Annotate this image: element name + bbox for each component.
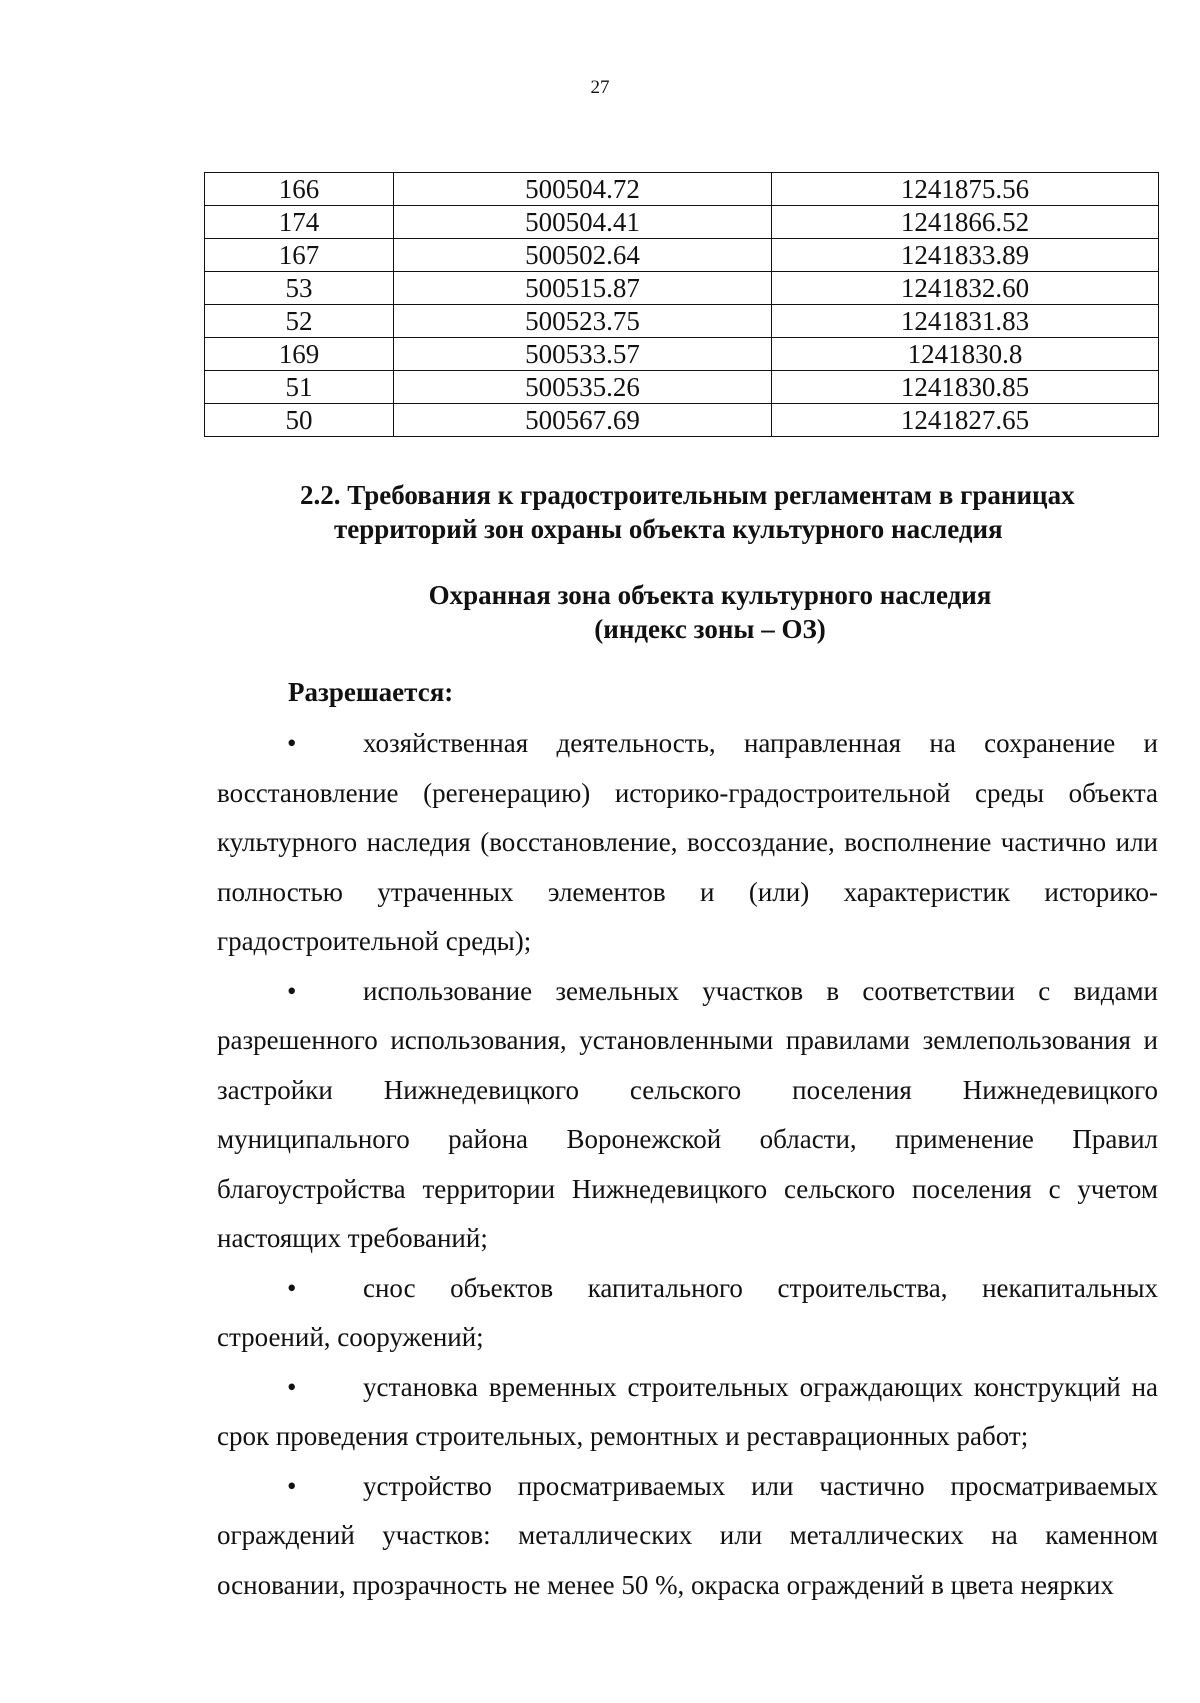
x-coordinate-cell: 500515.87 <box>394 272 772 305</box>
point-number-cell: 174 <box>205 206 394 239</box>
y-coordinate-cell: 1241875.56 <box>772 173 1159 206</box>
point-number-cell: 52 <box>205 305 394 338</box>
allowed-list <box>217 719 1158 1610</box>
list-item <box>217 1363 1158 1462</box>
list-item <box>217 719 1158 967</box>
x-coordinate-cell: 500535.26 <box>394 371 772 404</box>
zone-title-line-1: Охранная зона объекта культурного наследия <box>428 580 992 610</box>
section-heading <box>300 478 1160 546</box>
bullet-icon: • <box>287 1272 297 1303</box>
bullet-icon: • <box>287 1371 297 1402</box>
x-coordinate-cell: 500504.41 <box>394 206 772 239</box>
list-item-text: использование земельных участков в соответствии с видами разрешенного использования, установленными правилами землепользования и застройки Нижнедевицкого сельского поселения Нижнедевицкого муниципального района Воронежской области, применение Правил благоустройства территории Нижнедевицкого сельского поселения с учетом настоящих требований; <box>217 975 1158 1253</box>
point-number-cell: 167 <box>205 239 394 272</box>
coordinates-table <box>204 172 1159 437</box>
list-item-text: установка временных строительных ограждающих конструкций на срок проведения строительных, ремонтных и реставрационных работ; <box>217 1371 1158 1451</box>
x-coordinate-cell: 500504.72 <box>394 173 772 206</box>
allowed-label: Разрешается: <box>288 677 454 707</box>
y-coordinate-cell: 1241866.52 <box>772 206 1159 239</box>
list-item <box>217 967 1158 1264</box>
list-item-text: устройство просматриваемых или частично просматриваемых ограждений участков: металлических или металлических на каменном основании, прозрачность не менее 50 %, окраска ограждений в цвета неярких <box>217 1470 1158 1600</box>
y-coordinate-cell: 1241827.65 <box>772 404 1159 437</box>
bullet-icon: • <box>287 728 297 758</box>
y-coordinate-cell: 1241830.8 <box>772 338 1159 371</box>
table-row <box>205 371 1159 404</box>
list-item <box>217 1462 1158 1611</box>
y-coordinate-cell: 1241830.85 <box>772 371 1159 404</box>
point-number-cell: 50 <box>205 404 394 437</box>
list-item <box>217 1264 1158 1363</box>
section-heading-line-1: 2.2. Требования к градостроительным регламентам в границах <box>300 480 1075 510</box>
table-row <box>205 239 1159 272</box>
point-number-cell: 169 <box>205 338 394 371</box>
point-number-cell: 166 <box>205 173 394 206</box>
point-number-cell: 51 <box>205 371 394 404</box>
table-row <box>205 305 1159 338</box>
bullet-icon: • <box>287 1470 297 1501</box>
y-coordinate-cell: 1241831.83 <box>772 305 1159 338</box>
point-number-cell: 53 <box>205 272 394 305</box>
x-coordinate-cell: 500502.64 <box>394 239 772 272</box>
list-item-text: снос объектов капитального строительства, некапитальных строений, сооружений; <box>217 1272 1158 1352</box>
x-coordinate-cell: 500567.69 <box>394 404 772 437</box>
x-coordinate-cell: 500523.75 <box>394 305 772 338</box>
table-row <box>205 272 1159 305</box>
table-row <box>205 404 1159 437</box>
table-row <box>205 173 1159 206</box>
x-coordinate-cell: 500533.57 <box>394 338 772 371</box>
section-heading-line-2: территорий зон охраны объекта культурного наследия <box>334 514 1003 544</box>
y-coordinate-cell: 1241832.60 <box>772 272 1159 305</box>
table-row <box>205 338 1159 371</box>
y-coordinate-cell: 1241833.89 <box>772 239 1159 272</box>
list-item-text: хозяйственная деятельность, направленная на сохранение и восстановление (регенерацию) историко-градостроительной среды объекта культурного наследия (восстановление, воссоздание, восполнение частично или полностью утраченных элементов и (или) характеристик историко-градостроительной среды); <box>217 728 1158 956</box>
zone-title-line-2: (индекс зоны – ОЗ) <box>594 614 826 644</box>
zone-title <box>330 578 1090 646</box>
page-number: 27 <box>590 77 610 98</box>
bullet-icon: • <box>287 975 297 1006</box>
table-row <box>205 206 1159 239</box>
